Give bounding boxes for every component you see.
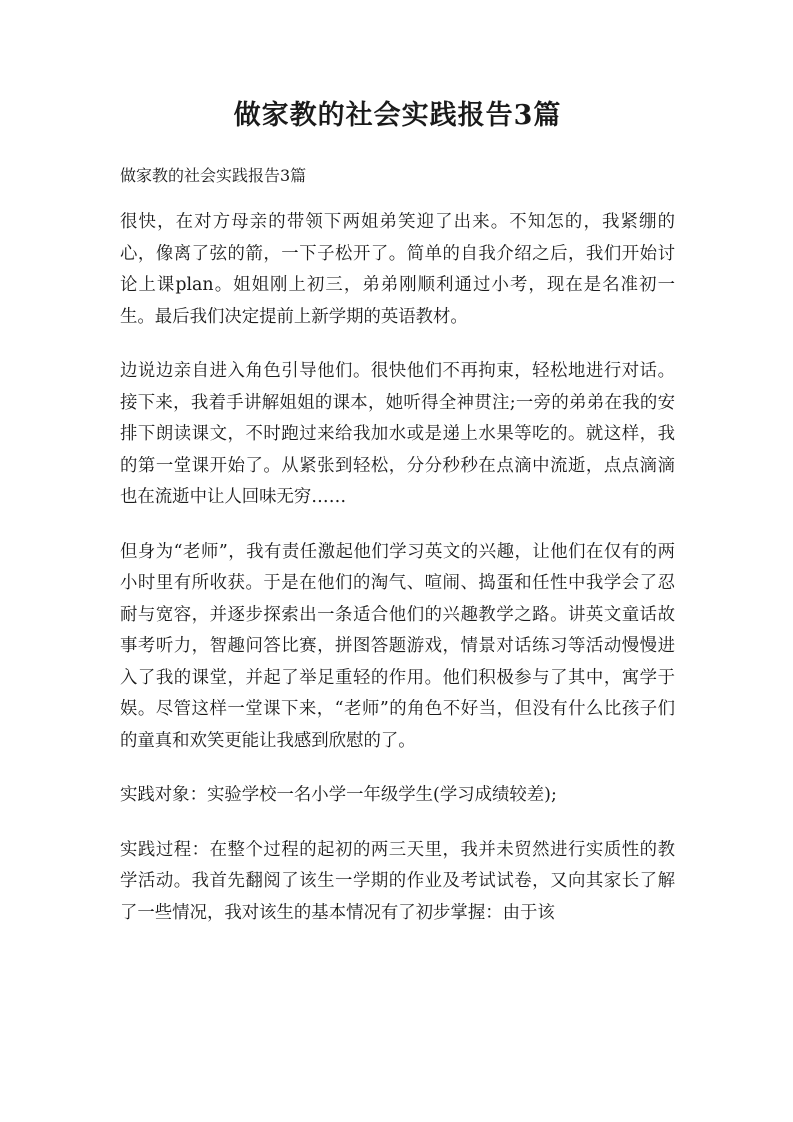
paragraph-2: 边说边亲自进入角色引导他们。很快他们不再拘束，轻松地进行对话。接下来，我着手讲解姐姐的课本，她听得全神贯注;一旁的弟弟在我的安排下朗读课文，不时跑过来给我加水或是递上水果等吃的。就这样，我的第一堂课开始了。从紧张到轻松，分分秒秒在点滴中流逝，点点滴滴也在流逝中让人回味无穷…… — [120, 361, 675, 507]
document-subtitle: 做家教的社会实践报告3篇 — [120, 166, 307, 185]
paragraph-1: 很快，在对方母亲的带领下两姐弟笑迎了出来。不知怎的，我紧绷的心，像离了弦的箭，一下子松开了。简单的自我介绍之后，我们开始讨论上课plan。姐姐刚上初三，弟弟刚顺利通过小考，现在是名准初一生。最后我们决定提前上新学期的英语教材。 — [120, 212, 675, 327]
document-title: 做家教的社会实践报告3篇 — [233, 100, 562, 131]
paragraph-3: 但身为“老师”，我有责任激起他们学习英文的兴趣，让他们在仅有的两小时里有所收获。于是在他们的淘气、喧闹、捣蛋和任性中我学会了忍耐与宽容，并逐步探索出一条适合他们的兴趣教学之路。讲英文童话故事考听力，智趣问答比赛，拼图答题游戏，情景对话练习等活动慢慢进入了我的课堂，并起了举足重轻的作用。他们积极参与了其中，寓学于娱。尽管这样一堂课下来，“老师”的角色不好当，但没有什么比孩子们的童真和欢笑更能让我感到欣慰的了。 — [120, 541, 675, 751]
paragraph-4: 实践对象：实验学校一名小学一年级学生(学习成绩较差); — [120, 785, 557, 805]
paragraph-5: 实践过程：在整个过程的起初的两三天里，我并未贸然进行实质性的教学活动。我首先翻阅了该生一学期的作业及考试试卷，又向其家长了解了一些情况，我对该生的基本情况有了初步掌握：由于该 — [120, 839, 675, 923]
